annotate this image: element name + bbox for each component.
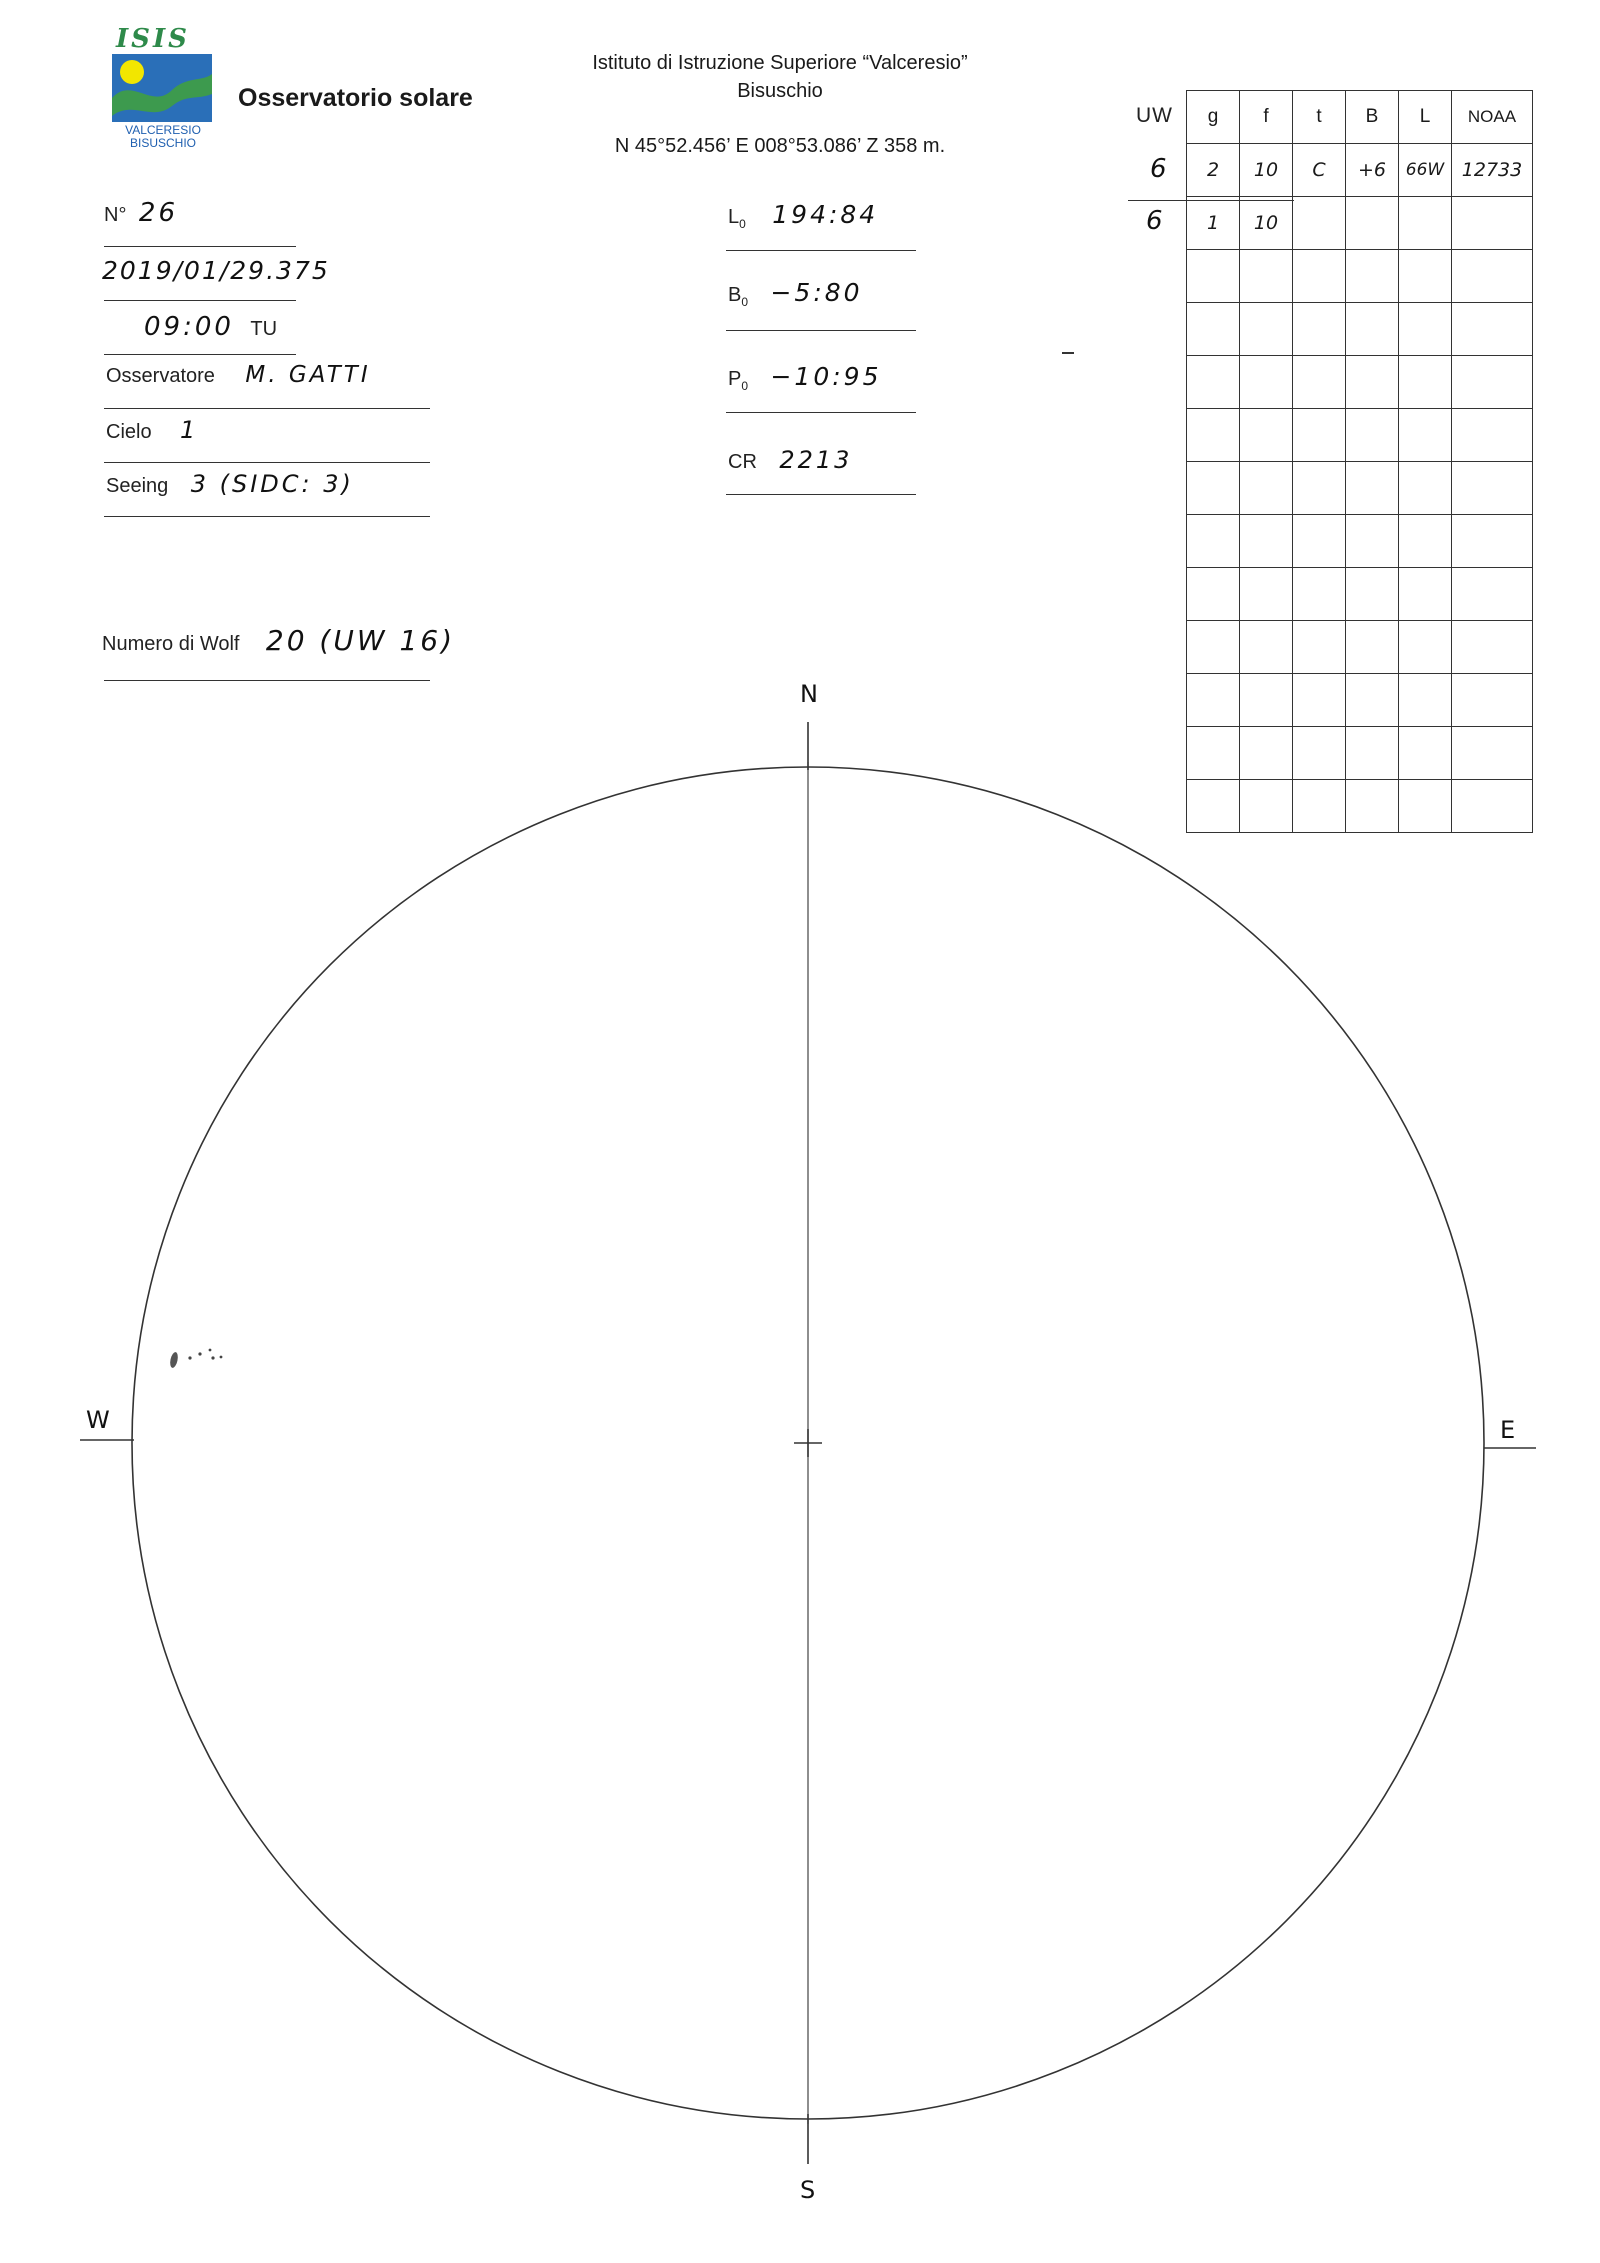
l0-label: $L_0$ <box>728 206 746 231</box>
table-cell-empty <box>1240 356 1293 409</box>
table-cell-empty <box>1346 303 1399 356</box>
divider <box>726 412 916 413</box>
logo-caption-line1: VALCERESIO <box>125 123 201 137</box>
table-cell-empty <box>1452 462 1533 515</box>
table-cell-empty <box>1452 250 1533 303</box>
table-row-empty <box>1187 515 1533 568</box>
header-f: f <box>1240 91 1293 144</box>
table-cell <box>1399 197 1452 250</box>
table-cell-empty <box>1452 303 1533 356</box>
wolf-number-label: Numero di Wolf <box>102 633 240 655</box>
station-coordinates: N 45°52.456’ E 008°53.086’ Z 358 m. <box>614 135 946 157</box>
time-field <box>144 312 277 342</box>
table-cell-empty <box>1399 303 1452 356</box>
table-header-row <box>1187 91 1533 144</box>
observatory-title: Osservatorio solare <box>238 84 473 112</box>
b0-value: −5:80 <box>770 278 863 307</box>
table-row <box>1187 197 1533 250</box>
divider <box>104 354 296 355</box>
carrington-rotation-field <box>728 446 852 474</box>
table-cell-empty <box>1293 409 1346 462</box>
sky-field <box>106 416 198 444</box>
table-cell-empty <box>1452 568 1533 621</box>
table-cell-empty <box>1452 515 1533 568</box>
observer-field <box>106 362 371 388</box>
table-cell-empty <box>1346 250 1399 303</box>
table-cell-empty <box>1240 409 1293 462</box>
b0-field <box>728 278 863 309</box>
logo-caption-line2: BISUSCHIO <box>129 136 196 150</box>
sunspot <box>169 1351 179 1368</box>
divider <box>726 330 916 331</box>
sheet-number-label: N° <box>104 204 127 226</box>
table-cell-empty <box>1346 568 1399 621</box>
table-cell-empty <box>1452 356 1533 409</box>
table-cell-empty <box>1187 462 1240 515</box>
table-cell-empty <box>1187 356 1240 409</box>
table-cell-empty <box>1399 462 1452 515</box>
table-cell: 1 <box>1187 197 1240 250</box>
table-cell: 66W <box>1399 144 1452 197</box>
time-value: 09:00 <box>144 312 234 342</box>
wolf-number-value: 20 (UW 16) <box>265 624 455 657</box>
divider <box>726 250 916 251</box>
time-unit: TU <box>250 318 278 340</box>
table-cell-empty <box>1293 356 1346 409</box>
table-cell-empty <box>1399 356 1452 409</box>
table-row-empty <box>1187 462 1533 515</box>
table-cell: +6 <box>1346 144 1399 197</box>
header-t: t <box>1293 91 1346 144</box>
table-cell-empty <box>1240 515 1293 568</box>
solar-disk-drawing <box>0 660 1600 2260</box>
table-cell-empty <box>1293 303 1346 356</box>
table-cell: 12733 <box>1452 144 1533 197</box>
header-b: B <box>1346 91 1399 144</box>
table-cell-empty <box>1452 409 1533 462</box>
table-cell-empty <box>1293 515 1346 568</box>
uw-row-1: 6 <box>1150 154 1170 184</box>
seeing-field <box>106 470 354 498</box>
sunspot <box>209 1349 212 1352</box>
table-cell-empty <box>1399 250 1452 303</box>
seeing-label: Seeing <box>106 475 169 497</box>
date-field <box>102 256 330 285</box>
west-label: W <box>86 1406 110 1434</box>
stray-pen-mark <box>1062 352 1074 354</box>
header-l: L <box>1399 91 1452 144</box>
table-cell: 2 <box>1187 144 1240 197</box>
divider <box>104 246 296 247</box>
observer-value: M. GATTI <box>245 362 371 388</box>
table-cell-empty <box>1240 303 1293 356</box>
header-g: g <box>1187 91 1240 144</box>
logo-emblem-icon <box>112 54 212 122</box>
table-cell-empty <box>1293 250 1346 303</box>
table-cell-empty <box>1240 250 1293 303</box>
table-cell-empty <box>1187 515 1240 568</box>
table-row-empty <box>1187 303 1533 356</box>
sheet-number-value: 26 <box>138 198 178 228</box>
table-row-empty <box>1187 568 1533 621</box>
observer-label: Osservatore <box>106 365 215 387</box>
sheet-number-field <box>104 198 178 228</box>
divider <box>104 408 430 409</box>
sky-value: 1 <box>180 416 199 444</box>
table-cell-empty <box>1187 303 1240 356</box>
table-cell: 10 <box>1240 144 1293 197</box>
sunspot <box>220 1356 223 1359</box>
logo-caption <box>104 124 222 150</box>
l0-value: 194:84 <box>772 200 879 229</box>
logo-wordmark: ISIS <box>116 24 190 54</box>
seeing-value: 3 (SIDC: 3) <box>190 470 354 498</box>
table-cell-empty <box>1187 250 1240 303</box>
sunspot <box>188 1356 191 1359</box>
table-cell: 10 <box>1240 197 1293 250</box>
p0-field <box>728 362 881 393</box>
date-value: 2019/01/29.375 <box>102 256 330 285</box>
table-row-empty <box>1187 356 1533 409</box>
carrington-rotation-value: 2213 <box>779 446 853 474</box>
south-label: S <box>800 2176 816 2204</box>
north-label: N <box>800 680 818 708</box>
table-cell-empty <box>1240 462 1293 515</box>
institute-name: Istituto di Istruzione Superiore “Valceresio” <box>592 52 968 74</box>
table-cell-empty <box>1346 356 1399 409</box>
p0-value: −10:95 <box>770 362 882 391</box>
uw-column-header: UW <box>1136 104 1173 127</box>
table-row <box>1187 144 1533 197</box>
table-row-empty <box>1187 409 1533 462</box>
divider <box>104 300 296 301</box>
sky-label: Cielo <box>106 421 152 443</box>
table-cell-empty <box>1399 568 1452 621</box>
carrington-rotation-label: CR <box>728 451 757 473</box>
table-cell <box>1293 197 1346 250</box>
table-cell-empty <box>1187 568 1240 621</box>
table-cell-empty <box>1187 409 1240 462</box>
divider <box>726 494 916 495</box>
l0-field <box>728 200 878 231</box>
table-row-empty <box>1187 250 1533 303</box>
divider <box>104 516 430 517</box>
table-cell-empty <box>1346 462 1399 515</box>
wolf-number-field <box>102 624 455 657</box>
uw-row-2: 6 <box>1146 206 1166 236</box>
table-cell-empty <box>1399 515 1452 568</box>
table-cell-empty <box>1399 409 1452 462</box>
sunspot <box>211 1356 214 1359</box>
east-label: E <box>1500 1416 1516 1444</box>
table-cell-empty <box>1240 568 1293 621</box>
table-cell: C <box>1293 144 1346 197</box>
institute-town: Bisuschio <box>737 80 823 102</box>
table-cell <box>1452 197 1533 250</box>
p0-label: $P_0$ <box>728 368 749 393</box>
sunspot <box>198 1352 201 1355</box>
table-cell-empty <box>1293 568 1346 621</box>
b0-label: $B_0$ <box>728 284 749 309</box>
table-cell-empty <box>1346 409 1399 462</box>
institute-logo <box>108 24 218 160</box>
table-cell <box>1346 197 1399 250</box>
table-cell-empty <box>1346 515 1399 568</box>
table-cell-empty <box>1293 462 1346 515</box>
header-noaa: NOAA <box>1452 91 1533 144</box>
divider <box>104 462 430 463</box>
